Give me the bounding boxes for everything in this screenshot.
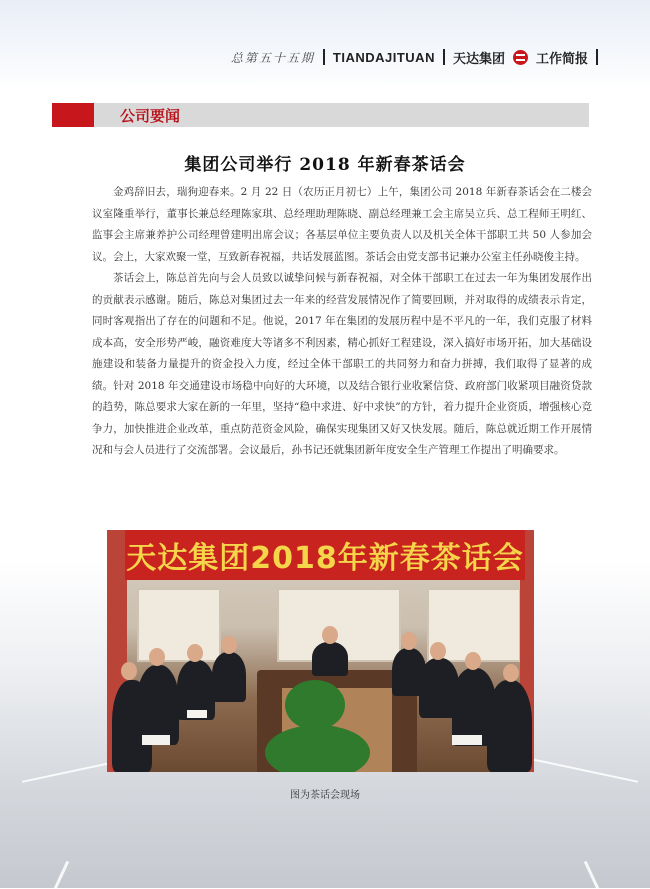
issue-number: 总第五十五期 [230,50,315,65]
publication-name: 工作简报 [535,51,588,67]
document-paper [142,735,170,745]
attendee-head [430,642,446,660]
section-accent-block [52,103,94,127]
brand-name-en: TIANDAJITUAN [332,49,435,65]
attendee-head [221,636,237,654]
attendee [487,680,532,772]
company-logo-icon [513,50,528,65]
photo-banner: 天达集团2018年新春茶话会 [125,530,525,580]
header-divider [596,49,598,65]
attendee-head [322,626,338,644]
page-header [231,46,598,68]
attendee [137,665,179,745]
plant [285,680,345,730]
document-paper [187,710,207,718]
article-paragraph: 茶话会上，陈总首先向与会人员致以诚挚问候与新春祝福，对全体干部职工在过去一年为集团发展作出的贡献表示感谢。随后，陈总对集团过去一年来的经营发展情况作了简要回顾，并对取得的成绩表示肯定，同时客观指出了存在的问题和不足。他说，2017 年在集团的发展历程中是不平凡的一年，我们克服了材料成本高，安全形势严峻，融资难度大等诸多不利因素，精心抓好工程建设，深入搞好市场开拓，加大基础设施建设和装备力量提升的资金投入力度，经过全体干部职工的共同努力和奋力拼搏，我们取得了显著的成绩。针对 2018 年交通建设市场稳中向好的大环境，以及结合银行业收紧信贷、政府部门收紧项目融资贷款的趋势，陈总要求大家在新的一年里，坚持“稳中求进、好中求快”的方针，着力提升企业资质，增强核心竞争力，加快推进企业改革，重点防范资金风险，确保实现集团又好又快发展。随后，陈总就近期工作开展情况和与会人员进行了交流部署。会议最后，孙书记还就集团新年度安全生产管理工作提出了明确要求。 [92,272,592,456]
document-paper [452,735,482,745]
attendee-head [187,644,203,662]
article-body [92,182,592,462]
brand-name-cn: 天达集团 [452,51,505,67]
attendee [212,652,246,702]
attendee-head [503,664,519,682]
attendee-head [149,648,165,666]
section-title: 公司要闻 [120,106,181,125]
attendee-head [465,652,481,670]
article-paragraph: 金鸡辞旧去，瑞狗迎春来。2 月 22 日（农历正月初七）上午，集团公司 2018 年新春茶话会在二楼会议室隆重举行，董事长兼总经理陈家琪、总经理助理陈晓、副总经理兼工会主席吴立兵、总工程师王明红、监事会主席兼养护公司经理曾建明出席会议；各基层单位主要负责人以及机关全体干部职工共 50 人参加会议。会上，大家欢聚一堂，互致新春祝福，共话发展蓝图。茶话会由党支部书记兼办公室主任孙晓俊主持。 [92,186,592,263]
header-divider [323,49,325,65]
attendee-head [121,662,137,680]
meeting-photo [107,530,534,772]
attendee [312,642,348,676]
header-background [0,0,650,90]
header-divider [443,49,445,65]
article-title: 集团公司举行 2018 年新春茶话会 [184,155,466,175]
section-header [52,103,589,127]
plant [265,725,370,772]
photo-caption: 图为茶话会现场 [290,790,360,801]
attendee-head [401,632,417,650]
